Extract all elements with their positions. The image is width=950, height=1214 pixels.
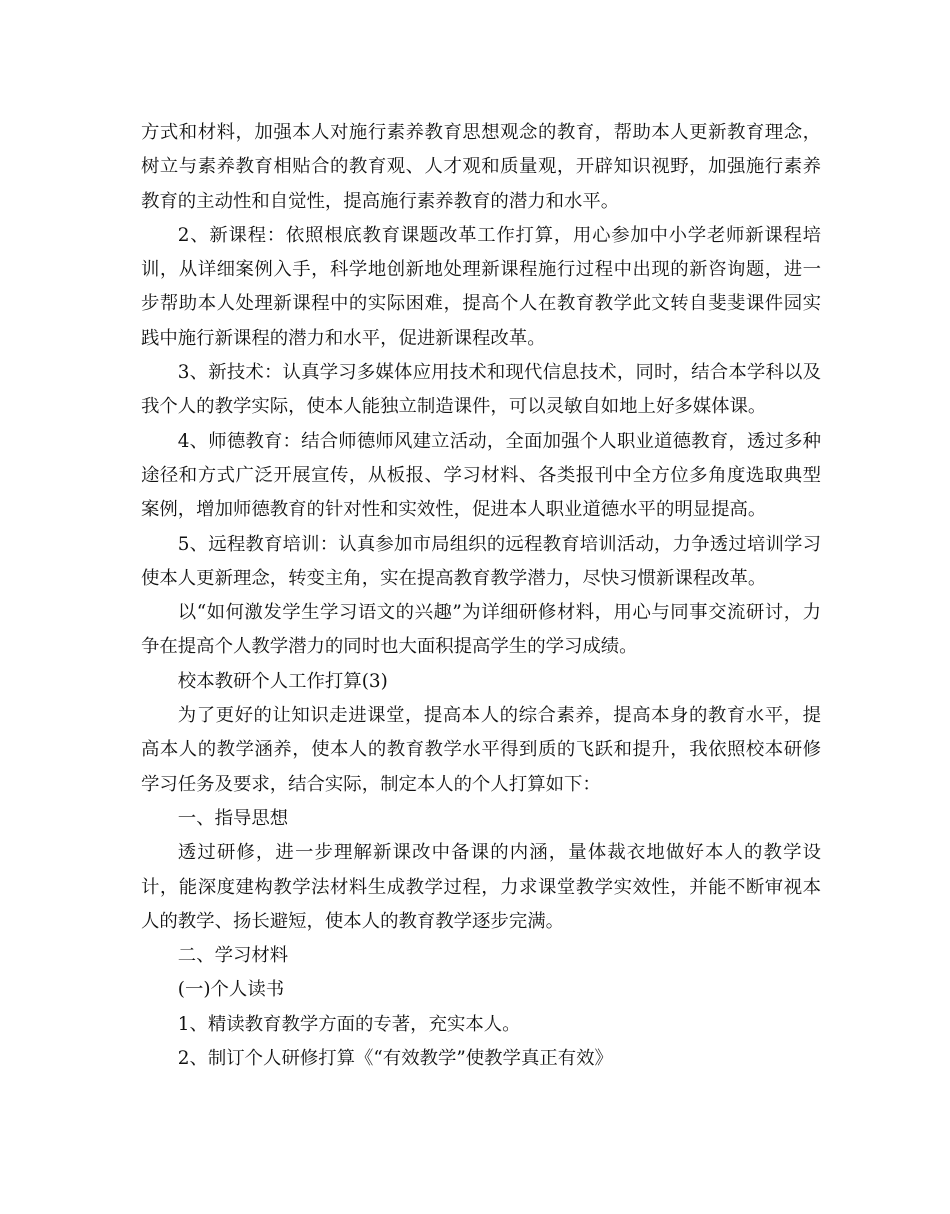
paragraph-5: 5、远程教育培训：认真参加市局组织的远程教育培训活动，力争透过培训学习使本人更新理念，转变主角，实在提高教育教学潜力，尽快习惯新课程改革。 — [141, 533, 821, 589]
section-heading-plan-3: 校本教研个人工作打算(3) — [177, 670, 388, 692]
section-heading-guiding-thought: 一、指导思想 — [177, 807, 289, 829]
paragraph-8: 为了更好的让知识走进课堂，提高本人的综合素养，提高本身的教育水平，提高本人的教学涵养，使本人的教育教学水平得到质的飞跃和提升，我依照校本研修学习任务及要求，结合实际，制定本人的个人打算如下： — [141, 705, 821, 795]
section-heading-study-material: 二、学习材料 — [177, 945, 289, 967]
list-item-2: 2、制订个人研修打算《“有效教学”使教学真正有效》 — [177, 1048, 613, 1070]
subheading-personal-reading: (一)个人读书 — [177, 979, 285, 1001]
paragraph-2: 2、新课程：依照根底教育课题改革工作打算，用心参加中小学老师新课程培训，从详细案例入手，科学地创新地处理新课程施行过程中出现的新咨询题，进一步帮助本人处理新课程中的实际困难，提高个人在教育教学此文转自斐斐课件园实践中施行新课程的潜力和水平，促进新课程改革。 — [141, 224, 821, 349]
paragraph-10: 透过研修，进一步理解新课改中备课的内涵，量体裁衣地做好本人的教学设计，能深度建构教学法材料生成教学过程，力求课堂教学实效性，并能不断审视本人的教学、扬长避短，使本人的教育教学逐步完满。 — [141, 842, 821, 932]
document-body — [141, 116, 821, 1076]
paragraph-4: 4、师德教育：结合师德师风建立活动，全面加强个人职业道德教育，透过多种途径和方式广泛开展宣传，从板报、学习材料、各类报刊中全方位多角度选取典型案例，增加师德教育的针对性和实效性，促进本人职业道德水平的明显提高。 — [141, 430, 821, 521]
list-item-1: 1、精读教育教学方面的专著，充实本人。 — [177, 1013, 521, 1035]
paragraph-6: 以“如何激发学生学习语文的兴趣”为详细研修材料，用心与同事交流研讨，力争在提高个人教学潜力的同时也大面积提高学生的学习成绩。 — [141, 602, 821, 658]
paragraph-3: 3、新技术：认真学习多媒体应用技术和现代信息技术，同时，结合本学科以及我个人的教学实际，使本人能独立制造课件，可以灵敏自如地上好多媒体课。 — [141, 362, 821, 418]
paragraph-1: 方式和材料，加强本人对施行素养教育思想观念的教育，帮助本人更新教育理念，树立与素养教育相贴合的教育观、人才观和质量观，开辟知识视野，加强施行素养教育的主动性和自觉性，提高施行素养教育的潜力和水平。 — [141, 122, 821, 212]
